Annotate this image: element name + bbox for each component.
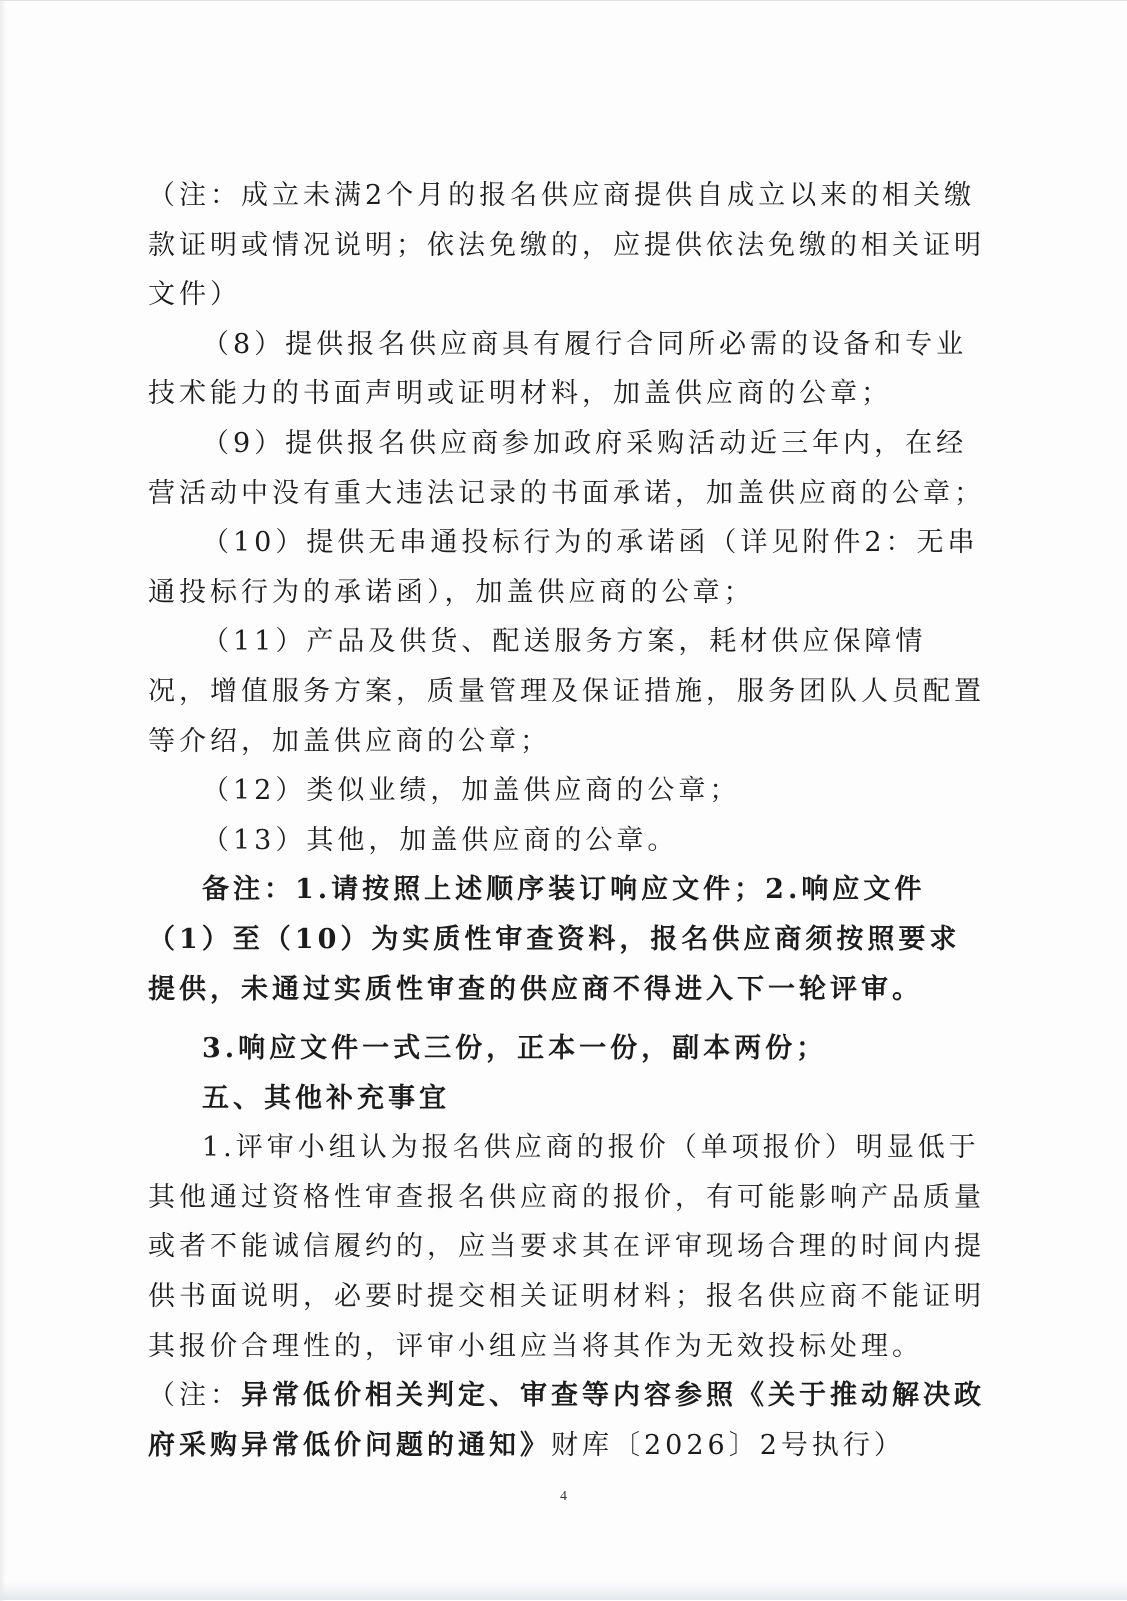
note-paragraph: （注：成立未满2个月的报名供应商提供自成立以来的相关缴款证明或情况说明；依法免缴的，应提供依法免缴的相关证明文件）	[148, 180, 985, 311]
section-heading-5: 五、其他补充事宜	[202, 1082, 450, 1114]
item-8: （8）提供报名供应商具有履行合同所必需的设备和专业技术能力的书面声明或证明材料，加盖供应商的公章；	[148, 328, 968, 410]
item-12: （12）类似业绩，加盖供应商的公章；	[202, 775, 741, 807]
remarks-paragraph: 备注：1.请按照上述顺序装订响应文件；2.响应文件（1）至（10）为实质性审查资料，报名供应商须按照要求提供，未通过实质性审查的供应商不得进入下一轮评审。	[148, 874, 961, 1005]
scan-edge-bottom	[0, 1582, 1127, 1600]
item-9: （9）提供报名供应商参加政府采购活动近三年内，在经营活动中没有重大违法记录的书面承诺，加盖供应商的公章；	[148, 427, 985, 509]
low-price-tail: 财库〔2026〕2号执行）	[551, 1429, 905, 1461]
page-number: 4	[560, 1489, 567, 1504]
low-price-bold-text: 异常低价相关判定、审查等内容参照《关于推动解决政府采购异常低价问题的通知》	[148, 1380, 985, 1461]
document-body	[148, 171, 988, 1470]
item-11: （11）产品及供货、配送服务方案，耗材供应保障情况，增值服务方案，质量管理及保证措施，服务团队人员配置等介绍，加盖供应商的公章；	[148, 626, 985, 757]
copies-paragraph: 3.响应文件一式三份，正本一份，副本两份；	[202, 1033, 828, 1065]
low-price-text: 1.评审小组认为报名供应商的报价（单项报价）明显低于其他通过资格性审查报名供应商的报价，有可能影响产品质量或者不能诚信履约的，应当要求其在评审现场合理的时间内提供书面说明，必要时提交相关证明材料；报名供应商不能证明其报价合理性的，评审小组应当将其作为无效投标处理。（注：	[148, 1132, 985, 1412]
item-13: （13）其他，加盖供应商的公章。	[202, 824, 679, 856]
item-10: （10）提供无串通投标行为的承诺函（详见附件2：无串通投标行为的承诺函），加盖供应商的公章；	[148, 527, 979, 608]
scan-edge-left	[0, 1, 6, 1601]
low-price-paragraph	[148, 1123, 988, 1470]
